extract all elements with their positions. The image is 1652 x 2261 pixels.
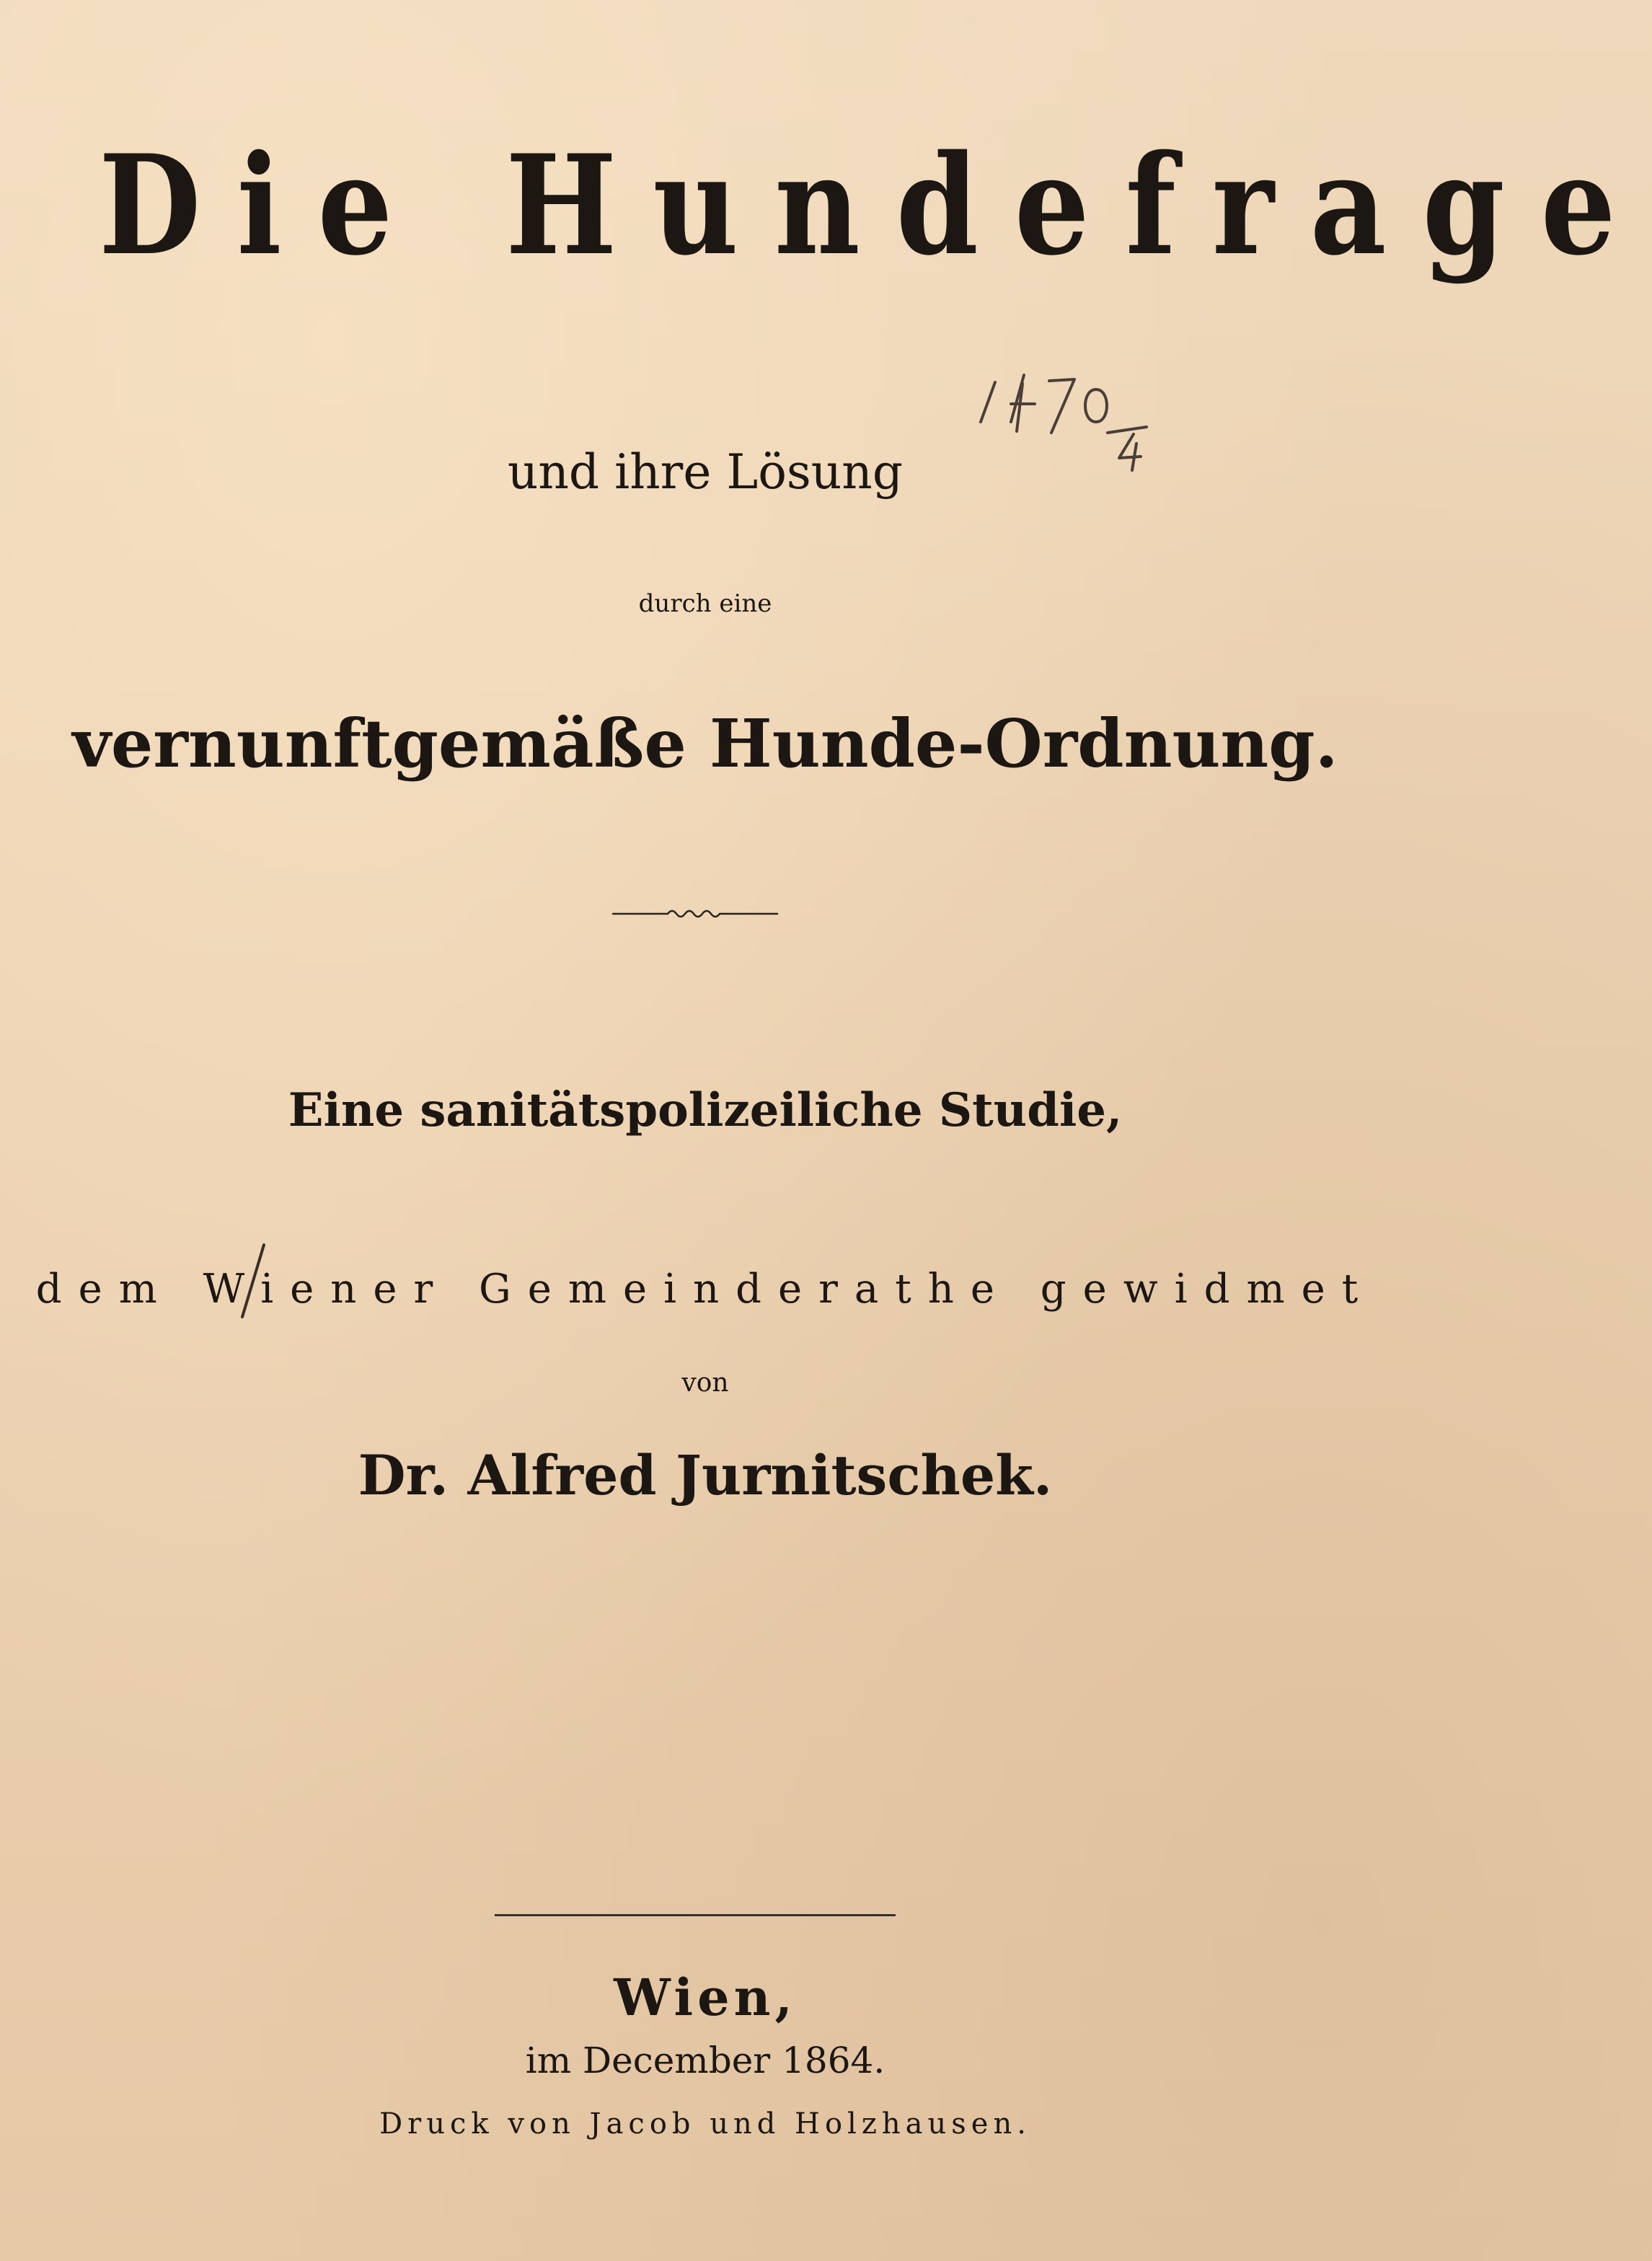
study-description: Eine sanitätspolizeiliche Studie, [288,1083,1123,1137]
printer-line: Druck von Jacob und Holzhausen. [379,2107,1031,2141]
subtitle-line-2: durch eine [638,589,772,618]
by-line: von [681,1368,729,1398]
handwritten-note-text: 1470/4 [1074,475,1080,477]
document-title: Die Hundefrage [98,125,1652,286]
publication-place: Wien, [614,1967,797,2027]
ornamental-divider-icon [611,904,779,924]
author-name: Dr. Alfred Jurnitschek. [358,1443,1053,1507]
horizontal-rule [495,1914,896,1916]
subtitle-line-3: vernunftgemäße Hunde-Ordnung. [72,705,1338,783]
dedication: dem Wiener Gemeinderathe gewidmet [35,1266,1375,1313]
subtitle-line-1: und ihre Lösung [507,444,904,500]
publication-date: im December 1864. [525,2040,885,2081]
